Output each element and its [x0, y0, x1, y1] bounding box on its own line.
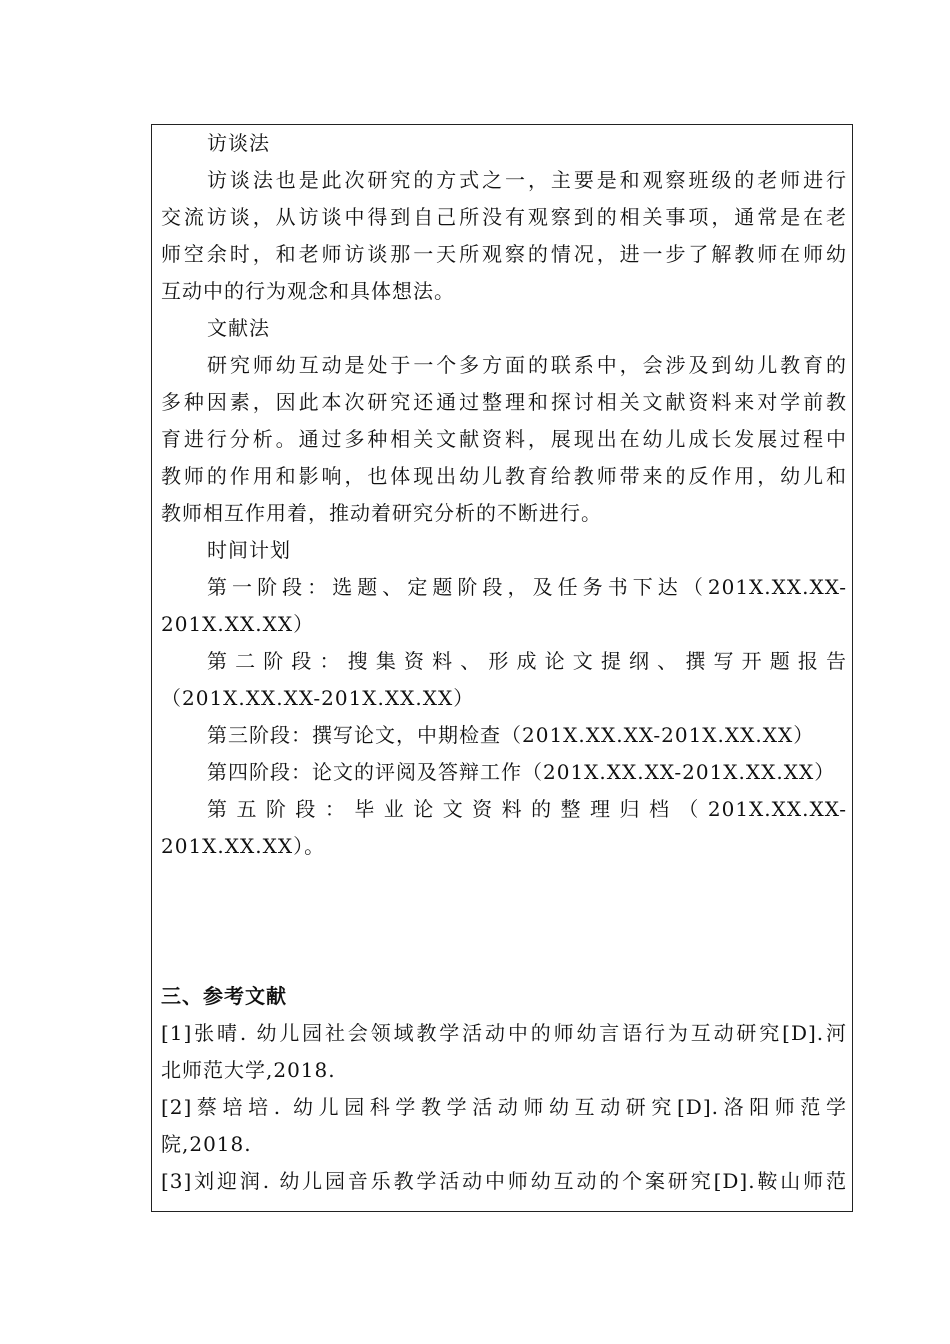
- references-heading: 三、参考文献: [161, 984, 287, 1008]
- interview-heading: 访谈法: [207, 131, 270, 155]
- literature-para-line: 教师相互作用着，推动着研究分析的不断进行。: [161, 501, 602, 525]
- interview-para-line: 交流访谈，从访谈中得到自己所没有观察到的相关事项，通常是在老: [161, 205, 847, 229]
- schedule-stage-5-cont: 201X.XX.XX）。: [161, 834, 326, 858]
- proposal-table-cell: [151, 124, 853, 1212]
- schedule-stage-2: 第二阶段：搜集资料、形成论文提纲、撰写开题报告: [207, 649, 847, 673]
- literature-para-line: 育进行分析。通过多种相关文献资料，展现出在幼儿成长发展过程中: [161, 427, 847, 451]
- cell-content: [161, 125, 847, 1200]
- schedule-heading: 时间计划: [207, 538, 291, 562]
- reference-item: [1]张晴. 幼儿园社会领域教学活动中的师幼言语行为互动研究[D].河: [161, 1021, 847, 1045]
- schedule-stage-2-cont: （201X.XX.XX-201X.XX.XX）: [161, 686, 475, 710]
- reference-item: [3]刘迎润. 幼儿园音乐教学活动中师幼互动的个案研究[D].鞍山师范: [161, 1169, 847, 1193]
- interview-para-line: 互动中的行为观念和具体想法。: [161, 279, 455, 303]
- schedule-stage-3: 第三阶段：撰写论文，中期检查（201X.XX.XX-201X.XX.XX）: [207, 723, 815, 747]
- interview-para-line: 访谈法也是此次研究的方式之一，主要是和观察班级的老师进行: [207, 168, 847, 192]
- literature-para-line: 教师的作用和影响，也体现出幼儿教育给教师带来的反作用，幼儿和: [161, 464, 847, 488]
- reference-item-cont: 北师范大学,2018.: [161, 1058, 336, 1082]
- schedule-stage-1: 第一阶段：选题、定题阶段，及任务书下达（201X.XX.XX-: [207, 575, 847, 599]
- schedule-stage-4: 第四阶段：论文的评阅及答辩工作（201X.XX.XX-201X.XX.XX）: [207, 760, 836, 784]
- reference-item: [2]蔡培培. 幼儿园科学教学活动师幼互动研究[D].洛阳师范学: [161, 1095, 847, 1119]
- literature-para-line: 多种因素，因此本次研究还通过整理和探讨相关文献资料来对学前教: [161, 390, 847, 414]
- interview-para-line: 师空余时，和老师访谈那一天所观察的情况，进一步了解教师在师幼: [161, 242, 847, 266]
- schedule-stage-5: 第五阶段：毕业论文资料的整理归档（201X.XX.XX-: [207, 797, 847, 821]
- literature-heading: 文献法: [207, 316, 270, 340]
- reference-item-cont: 院,2018.: [161, 1132, 252, 1156]
- schedule-stage-1-cont: 201X.XX.XX）: [161, 612, 315, 636]
- literature-para-line: 研究师幼互动是处于一个多方面的联系中，会涉及到幼儿教育的: [207, 353, 847, 377]
- blank-space: [161, 865, 847, 977]
